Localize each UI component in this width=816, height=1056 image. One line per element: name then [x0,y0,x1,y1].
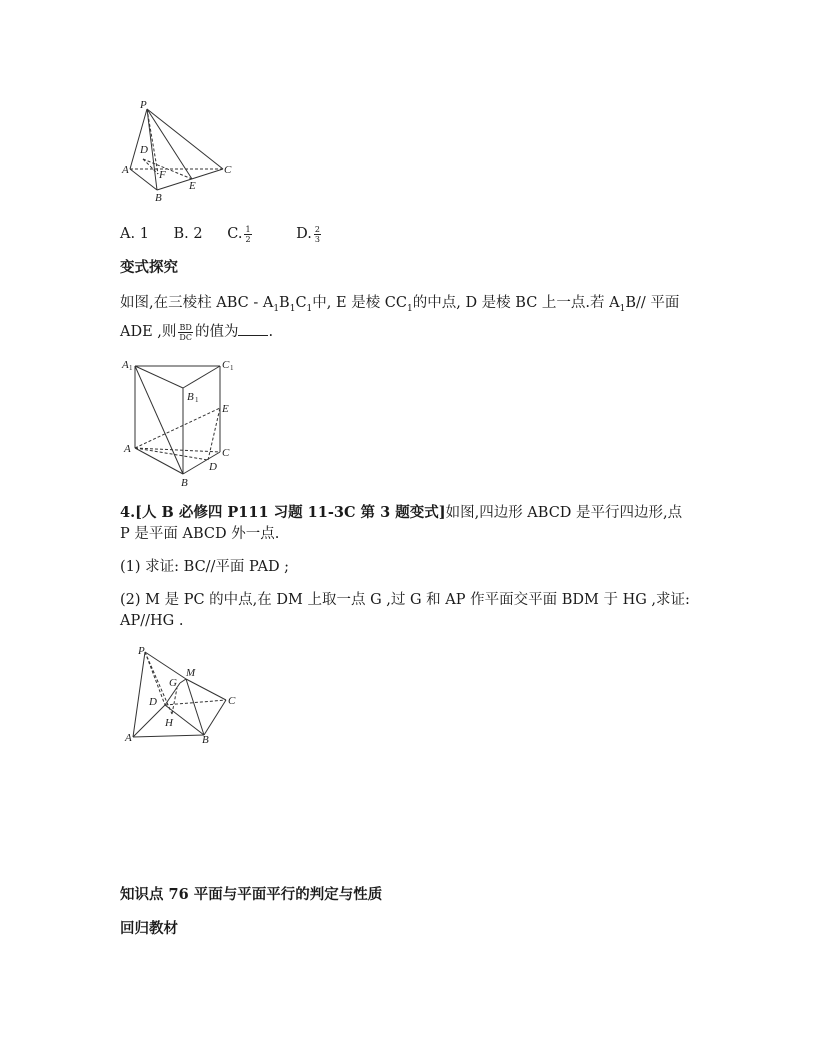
label-D: D [140,144,148,156]
variant-fraction-denominator: DC [179,332,192,342]
choice-c-fraction [244,225,271,244]
label-D: D [149,696,157,708]
label-M: M [186,667,196,679]
choice-c-prefix: C. [227,226,243,242]
label-P: P [140,99,147,111]
choice-d-fraction [314,225,341,244]
label-E: E [189,180,196,192]
q4-part-1: (1) 求证: BC//平面 PAD ; [120,559,290,575]
label-A: A [124,443,131,455]
knowledge-point-title: 知识点 76 平面与平面平行的判定与性质 [120,886,383,903]
variant-sub-5: 1 [619,303,626,314]
variant-text-b: B [279,295,290,311]
variant-text-1b: 中, E 是棱 CC [312,295,407,311]
answer-choices [120,223,361,245]
choice-d-denominator: 3 [314,234,320,244]
q4-line-2: P 是平面 ABCD 外一点. [120,526,280,542]
label-G: G [169,677,177,689]
prism-figure [118,352,248,492]
choice-b: B. 2 [173,226,203,242]
choice-d [296,226,341,242]
choice-d-prefix: D. [296,226,312,242]
q4-source: [人 B 必修四 P111 习题 11-3C 第 3 题变式] [135,504,446,521]
q4-part-2-line-2: AP//HG . [120,613,184,629]
variant-fraction-numerator: BD [179,322,192,332]
label-H: H [165,717,173,729]
variant-text-1a: 如图,在三棱柱 ABC - A [120,295,274,311]
choice-c-denominator: 2 [245,234,251,244]
variant-text-1d: B// 平面 [625,295,680,311]
variant-question-line-1 [120,292,679,320]
return-textbook-title: 回归教材 [120,920,178,937]
variant-text-1c: 的中点, D 是棱 BC 上一点.若 A [412,295,620,311]
label-C: C [222,447,230,459]
q4-line-1 [120,502,682,524]
pyramid-figure-2 [118,642,248,747]
variant-text-2a: ADE ,则 [120,324,177,340]
q4-number: 4. [120,504,136,521]
choice-c [227,226,271,242]
q4-part-2-line-1: (2) M 是 PC 的中点,在 DM 上取一点 G ,过 G 和 AP 作平面交平面 BDM 于 HG ,求证: [120,592,690,608]
variant-sub-3: 1 [306,303,313,314]
label-C1-sub: 1 [230,364,234,372]
answer-blank [238,321,268,336]
choice-c-numerator: 1 [245,224,251,234]
variant-sub-4: 1 [407,303,413,314]
label-B: B [202,734,209,746]
label-D: D [209,461,217,473]
variant-sub-1: 1 [273,303,280,314]
variant-question-line-2 [120,321,273,343]
label-B1-sub: 1 [195,396,199,404]
q4-line-1-text: 如图,四边形 ABCD 是平行四边形,点 [445,505,683,521]
label-B1: B [187,391,194,403]
label-B: B [155,192,162,204]
variant-sub-2: 1 [289,303,296,314]
label-A1-sub: 1 [129,364,133,372]
label-F: F [159,169,166,181]
label-C: C [228,695,236,707]
choice-a: A. 1 [120,226,149,242]
variant-text-2b: 的值为 [194,324,239,340]
variant-text-end: . [268,324,274,340]
label-C1: C [222,359,230,371]
choice-d-numerator: 2 [314,224,320,234]
pyramid-figure-1 [118,96,238,206]
label-E: E [222,403,229,415]
variant-text-c: C [295,295,307,311]
section-variant-title: 变式探究 [120,259,178,276]
label-B: B [181,477,188,489]
label-A: A [125,732,132,744]
label-A1: A [122,359,129,371]
variant-fraction [178,323,193,342]
label-A: A [122,164,129,176]
label-C: C [224,164,232,176]
label-P: P [138,645,145,657]
